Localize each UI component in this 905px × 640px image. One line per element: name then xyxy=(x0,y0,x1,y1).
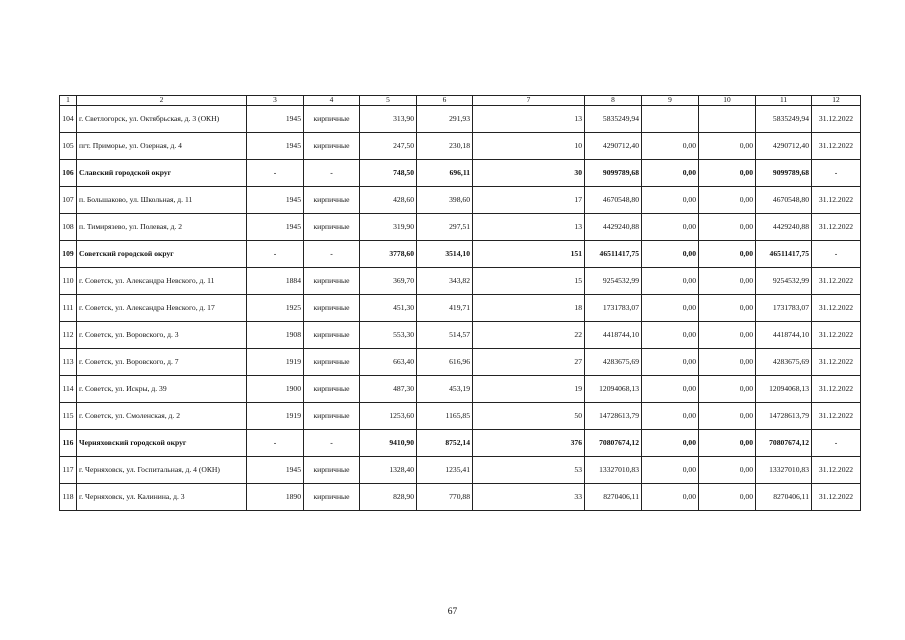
cell-completion-date: 31.12.2022 xyxy=(812,322,861,349)
cell-cost-other: 0,00 xyxy=(699,187,756,214)
cell-residents: 50 xyxy=(473,403,585,430)
cell-cost-other: 0,00 xyxy=(699,403,756,430)
cell-completion-date: 31.12.2022 xyxy=(812,133,861,160)
cell-area-total: 487,30 xyxy=(360,376,417,403)
cell-cost-fund: 0,00 xyxy=(642,322,699,349)
cell-row-number: 112 xyxy=(60,322,77,349)
cell-year-built: 1890 xyxy=(247,484,304,511)
cell-cost-total: 13327010,83 xyxy=(585,457,642,484)
cell-address: пгт. Приморье, ул. Озерная, д. 4 xyxy=(77,133,247,160)
cell-cost-budget: 4429240,88 xyxy=(756,214,812,241)
cell-address: г. Советск, ул. Воровского, д. 3 xyxy=(77,322,247,349)
cell-wall-material: кирпичные xyxy=(304,403,360,430)
column-header-cell: 11 xyxy=(756,96,812,106)
cell-address: п. Большаково, ул. Школьная, д. 11 xyxy=(77,187,247,214)
cell-area-living: 419,71 xyxy=(417,295,473,322)
cell-row-number: 114 xyxy=(60,376,77,403)
cell-area-total: 428,60 xyxy=(360,187,417,214)
cell-completion-date: 31.12.2022 xyxy=(812,295,861,322)
cell-completion-date: 31.12.2022 xyxy=(812,403,861,430)
cell-year-built: - xyxy=(247,430,304,457)
cell-cost-total: 9099789,68 xyxy=(585,160,642,187)
cell-wall-material: кирпичные xyxy=(304,214,360,241)
cell-area-total: 663,40 xyxy=(360,349,417,376)
cell-address: п. Тимирязево, ул. Полевая, д. 2 xyxy=(77,214,247,241)
cell-area-living: 453,19 xyxy=(417,376,473,403)
cell-cost-fund: 0,00 xyxy=(642,403,699,430)
cell-year-built: 1925 xyxy=(247,295,304,322)
cell-year-built: 1919 xyxy=(247,349,304,376)
cell-wall-material: - xyxy=(304,160,360,187)
cell-area-living: 398,60 xyxy=(417,187,473,214)
cell-row-number: 104 xyxy=(60,106,77,133)
cell-completion-date: 31.12.2022 xyxy=(812,349,861,376)
cell-year-built: - xyxy=(247,241,304,268)
column-header-cell: 12 xyxy=(812,96,861,106)
column-header-cell: 9 xyxy=(642,96,699,106)
cell-year-built: 1945 xyxy=(247,457,304,484)
cell-address: Черняховский городской округ xyxy=(77,430,247,457)
cell-year-built: 1884 xyxy=(247,268,304,295)
cell-row-number: 105 xyxy=(60,133,77,160)
table-row xyxy=(60,484,861,511)
cell-cost-budget: 14728613,79 xyxy=(756,403,812,430)
cell-residents: 19 xyxy=(473,376,585,403)
cell-area-total: 313,90 xyxy=(360,106,417,133)
cell-cost-fund: 0,00 xyxy=(642,214,699,241)
cell-cost-budget: 13327010,83 xyxy=(756,457,812,484)
cell-cost-fund: 0,00 xyxy=(642,160,699,187)
cell-area-total: 369,70 xyxy=(360,268,417,295)
cell-cost-total: 46511417,75 xyxy=(585,241,642,268)
cell-cost-other: 0,00 xyxy=(699,133,756,160)
cell-cost-budget: 4290712,40 xyxy=(756,133,812,160)
cell-cost-other: 0,00 xyxy=(699,430,756,457)
cell-row-number: 115 xyxy=(60,403,77,430)
cell-cost-fund xyxy=(642,106,699,133)
cell-cost-budget: 4283675,69 xyxy=(756,349,812,376)
cell-area-total: 3778,60 xyxy=(360,241,417,268)
cell-area-total: 1328,40 xyxy=(360,457,417,484)
cell-wall-material: кирпичные xyxy=(304,133,360,160)
cell-cost-fund: 0,00 xyxy=(642,295,699,322)
cell-area-living: 1235,41 xyxy=(417,457,473,484)
cell-address: Советский городской округ xyxy=(77,241,247,268)
cell-cost-other: 0,00 xyxy=(699,484,756,511)
cell-cost-fund: 0,00 xyxy=(642,376,699,403)
cell-row-number: 107 xyxy=(60,187,77,214)
cell-cost-budget: 9099789,68 xyxy=(756,160,812,187)
table-row xyxy=(60,268,861,295)
table-row xyxy=(60,214,861,241)
cell-row-number: 106 xyxy=(60,160,77,187)
cell-address: Славский городской округ xyxy=(77,160,247,187)
cell-year-built: - xyxy=(247,160,304,187)
cell-area-living: 343,82 xyxy=(417,268,473,295)
cell-year-built: 1945 xyxy=(247,133,304,160)
cell-year-built: 1945 xyxy=(247,106,304,133)
cell-completion-date: 31.12.2022 xyxy=(812,268,861,295)
cell-completion-date: - xyxy=(812,241,861,268)
cell-cost-other: 0,00 xyxy=(699,295,756,322)
cell-residents: 30 xyxy=(473,160,585,187)
cell-area-total: 451,30 xyxy=(360,295,417,322)
cell-completion-date: 31.12.2022 xyxy=(812,106,861,133)
cell-wall-material: кирпичные xyxy=(304,106,360,133)
district-total-row xyxy=(60,430,861,457)
housing-table xyxy=(59,95,861,511)
cell-area-living: 1165,85 xyxy=(417,403,473,430)
cell-cost-fund: 0,00 xyxy=(642,133,699,160)
table-row xyxy=(60,133,861,160)
table-body xyxy=(60,96,861,511)
column-header-cell: 7 xyxy=(473,96,585,106)
cell-cost-other: 0,00 xyxy=(699,214,756,241)
cell-cost-budget: 70807674,12 xyxy=(756,430,812,457)
table-row xyxy=(60,457,861,484)
cell-address: г. Советск, ул. Воровского, д. 7 xyxy=(77,349,247,376)
cell-area-living: 696,11 xyxy=(417,160,473,187)
cell-row-number: 110 xyxy=(60,268,77,295)
cell-cost-budget: 12094068,13 xyxy=(756,376,812,403)
cell-wall-material: кирпичные xyxy=(304,322,360,349)
cell-year-built: 1919 xyxy=(247,403,304,430)
cell-cost-total: 8270406,11 xyxy=(585,484,642,511)
cell-residents: 18 xyxy=(473,295,585,322)
cell-cost-budget: 5835249,94 xyxy=(756,106,812,133)
cell-year-built: 1945 xyxy=(247,214,304,241)
cell-cost-total: 14728613,79 xyxy=(585,403,642,430)
column-header-cell: 10 xyxy=(699,96,756,106)
cell-cost-other: 0,00 xyxy=(699,457,756,484)
cell-row-number: 118 xyxy=(60,484,77,511)
cell-wall-material: кирпичные xyxy=(304,295,360,322)
cell-cost-other: 0,00 xyxy=(699,376,756,403)
cell-area-total: 748,50 xyxy=(360,160,417,187)
cell-cost-total: 70807674,12 xyxy=(585,430,642,457)
cell-wall-material: - xyxy=(304,430,360,457)
cell-cost-other: 0,00 xyxy=(699,241,756,268)
cell-row-number: 117 xyxy=(60,457,77,484)
cell-cost-total: 5835249,94 xyxy=(585,106,642,133)
cell-wall-material: кирпичные xyxy=(304,484,360,511)
cell-address: г. Советск, ул. Смоленская, д. 2 xyxy=(77,403,247,430)
cell-cost-other xyxy=(699,106,756,133)
cell-completion-date: 31.12.2022 xyxy=(812,376,861,403)
cell-address: г. Советск, ул. Александра Невского, д. 11 xyxy=(77,268,247,295)
column-header-cell: 5 xyxy=(360,96,417,106)
cell-cost-total: 4290712,40 xyxy=(585,133,642,160)
table-row xyxy=(60,106,861,133)
cell-cost-budget: 46511417,75 xyxy=(756,241,812,268)
cell-residents: 13 xyxy=(473,214,585,241)
cell-area-total: 1253,60 xyxy=(360,403,417,430)
cell-completion-date: 31.12.2022 xyxy=(812,214,861,241)
cell-area-total: 247,50 xyxy=(360,133,417,160)
cell-area-living: 297,51 xyxy=(417,214,473,241)
cell-address: г. Советск, ул. Искры, д. 39 xyxy=(77,376,247,403)
cell-cost-budget: 9254532,99 xyxy=(756,268,812,295)
cell-address: г. Светлогорск, ул. Октябрьская, д. 3 (ОКН) xyxy=(77,106,247,133)
cell-completion-date: 31.12.2022 xyxy=(812,457,861,484)
cell-residents: 22 xyxy=(473,322,585,349)
column-number-header xyxy=(60,96,861,106)
column-header-cell: 2 xyxy=(77,96,247,106)
cell-cost-budget: 4670548,80 xyxy=(756,187,812,214)
cell-row-number: 113 xyxy=(60,349,77,376)
cell-cost-fund: 0,00 xyxy=(642,457,699,484)
cell-residents: 151 xyxy=(473,241,585,268)
cell-area-total: 828,90 xyxy=(360,484,417,511)
cell-area-total: 319,90 xyxy=(360,214,417,241)
column-header-cell: 3 xyxy=(247,96,304,106)
cell-residents: 376 xyxy=(473,430,585,457)
cell-residents: 13 xyxy=(473,106,585,133)
cell-completion-date: 31.12.2022 xyxy=(812,484,861,511)
cell-completion-date: 31.12.2022 xyxy=(812,187,861,214)
cell-year-built: 1945 xyxy=(247,187,304,214)
cell-residents: 27 xyxy=(473,349,585,376)
cell-cost-fund: 0,00 xyxy=(642,187,699,214)
cell-cost-total: 4670548,80 xyxy=(585,187,642,214)
cell-wall-material: кирпичные xyxy=(304,457,360,484)
cell-address: г. Черняховск, ул. Калинина, д. 3 xyxy=(77,484,247,511)
cell-cost-budget: 1731783,07 xyxy=(756,295,812,322)
cell-cost-budget: 8270406,11 xyxy=(756,484,812,511)
cell-area-total: 9410,90 xyxy=(360,430,417,457)
cell-cost-total: 9254532,99 xyxy=(585,268,642,295)
cell-cost-total: 1731783,07 xyxy=(585,295,642,322)
cell-completion-date: - xyxy=(812,430,861,457)
cell-residents: 10 xyxy=(473,133,585,160)
cell-wall-material: кирпичные xyxy=(304,376,360,403)
cell-cost-total: 4283675,69 xyxy=(585,349,642,376)
table-row xyxy=(60,187,861,214)
cell-year-built: 1900 xyxy=(247,376,304,403)
cell-cost-total: 12094068,13 xyxy=(585,376,642,403)
cell-residents: 17 xyxy=(473,187,585,214)
cell-cost-total: 4418744,10 xyxy=(585,322,642,349)
table-row xyxy=(60,376,861,403)
cell-year-built: 1908 xyxy=(247,322,304,349)
table-row xyxy=(60,349,861,376)
cell-area-living: 291,93 xyxy=(417,106,473,133)
table-row xyxy=(60,295,861,322)
table-row xyxy=(60,322,861,349)
cell-cost-other: 0,00 xyxy=(699,322,756,349)
cell-cost-other: 0,00 xyxy=(699,160,756,187)
cell-address: г. Черняховск, ул. Госпитальная, д. 4 (ОКН) xyxy=(77,457,247,484)
cell-wall-material: кирпичные xyxy=(304,349,360,376)
cell-residents: 33 xyxy=(473,484,585,511)
cell-area-living: 514,57 xyxy=(417,322,473,349)
cell-residents: 53 xyxy=(473,457,585,484)
district-total-row xyxy=(60,160,861,187)
cell-area-living: 8752,14 xyxy=(417,430,473,457)
cell-residents: 15 xyxy=(473,268,585,295)
cell-wall-material: кирпичные xyxy=(304,187,360,214)
cell-row-number: 116 xyxy=(60,430,77,457)
cell-area-living: 616,96 xyxy=(417,349,473,376)
cell-row-number: 108 xyxy=(60,214,77,241)
cell-cost-fund: 0,00 xyxy=(642,268,699,295)
cell-cost-budget: 4418744,10 xyxy=(756,322,812,349)
column-header-cell: 1 xyxy=(60,96,77,106)
cell-cost-fund: 0,00 xyxy=(642,484,699,511)
table-row xyxy=(60,403,861,430)
cell-wall-material: кирпичные xyxy=(304,268,360,295)
cell-area-total: 553,30 xyxy=(360,322,417,349)
cell-cost-fund: 0,00 xyxy=(642,430,699,457)
cell-row-number: 109 xyxy=(60,241,77,268)
district-total-row xyxy=(60,241,861,268)
cell-row-number: 111 xyxy=(60,295,77,322)
column-header-cell: 4 xyxy=(304,96,360,106)
cell-cost-total: 4429240,88 xyxy=(585,214,642,241)
cell-cost-other: 0,00 xyxy=(699,268,756,295)
cell-cost-other: 0,00 xyxy=(699,349,756,376)
cell-area-living: 3514,10 xyxy=(417,241,473,268)
cell-cost-fund: 0,00 xyxy=(642,349,699,376)
cell-area-living: 230,18 xyxy=(417,133,473,160)
cell-area-living: 770,88 xyxy=(417,484,473,511)
cell-cost-fund: 0,00 xyxy=(642,241,699,268)
column-header-cell: 6 xyxy=(417,96,473,106)
cell-wall-material: - xyxy=(304,241,360,268)
column-header-cell: 8 xyxy=(585,96,642,106)
cell-completion-date: - xyxy=(812,160,861,187)
cell-address: г. Советск, ул. Александра Невского, д. 17 xyxy=(77,295,247,322)
page-number: 67 xyxy=(447,607,458,617)
